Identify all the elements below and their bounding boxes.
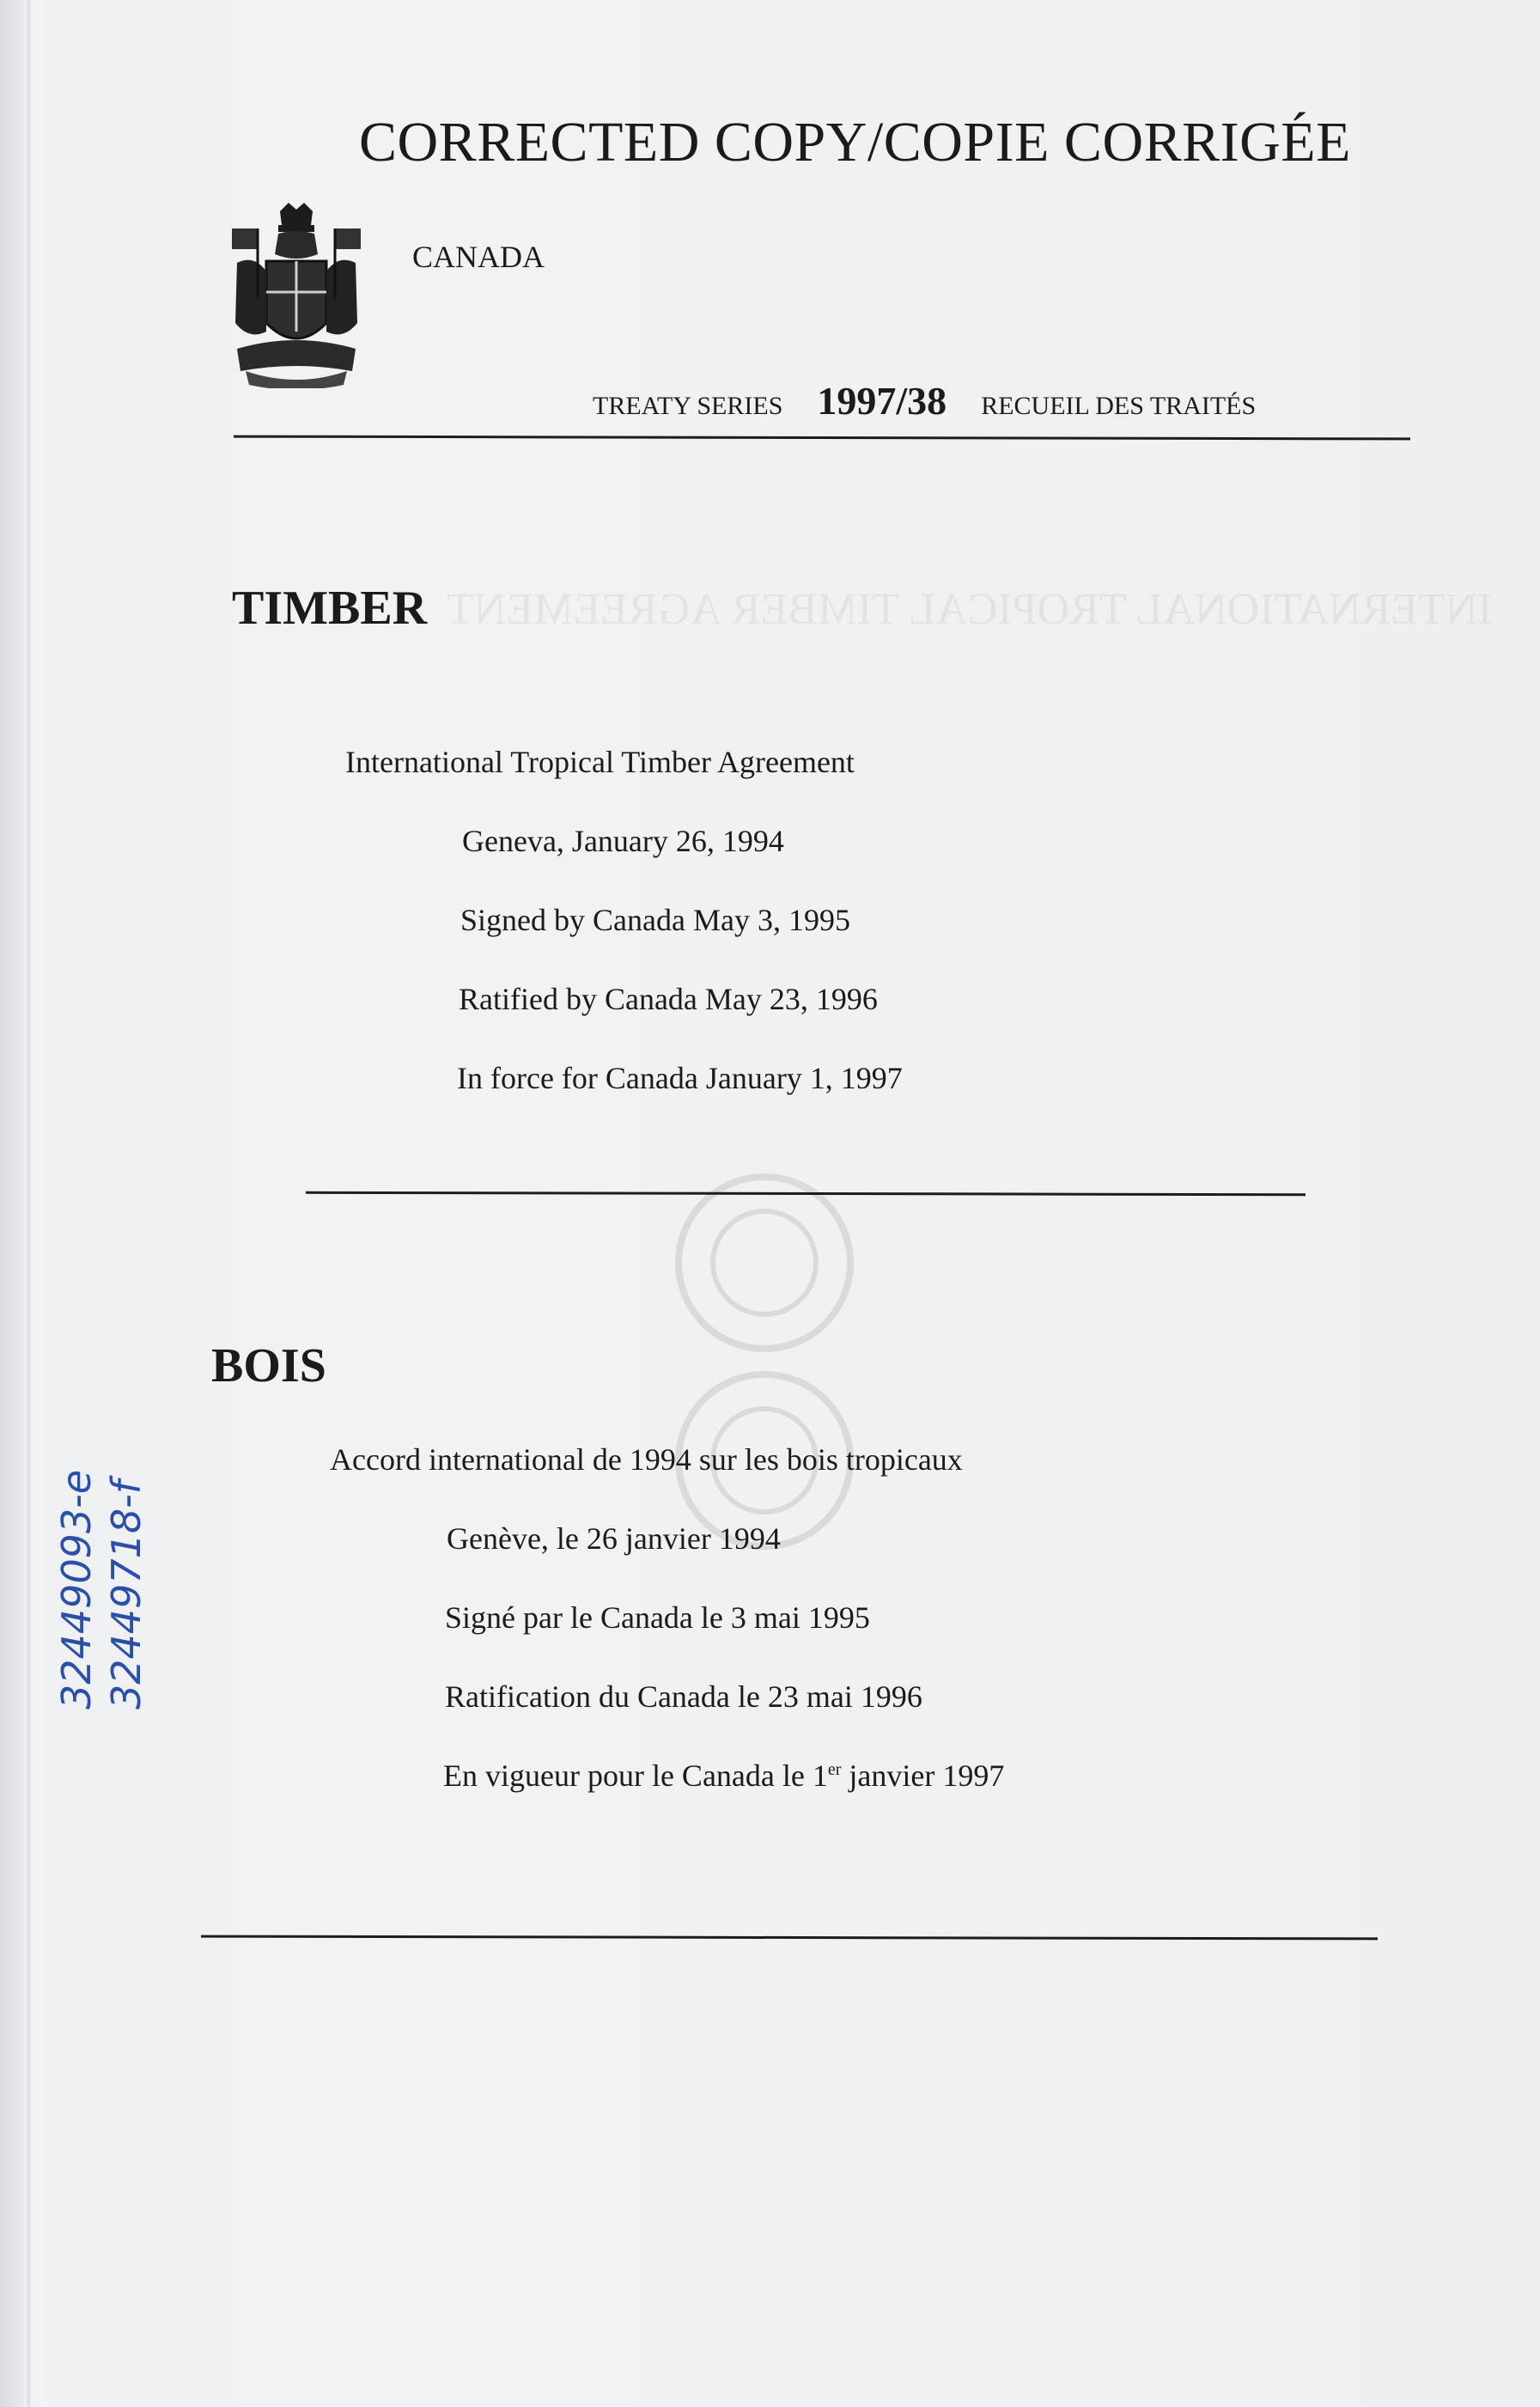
series-label-en: TREATY SERIES — [593, 392, 783, 420]
signed-en: Signed by Canada May 3, 1995 — [460, 903, 850, 937]
binding-edge — [24, 0, 33, 2407]
footer-divider — [201, 1935, 1378, 1941]
in-force-fr-superscript: er — [827, 1760, 842, 1779]
show-through-text: INTERNATIONAL TROPICAL TIMBER AGREEMENT — [447, 585, 1493, 634]
in-force-en: In force for Canada January 1, 1997 — [457, 1061, 903, 1095]
page-title: CORRECTED COPY/COPIE CORRIGÉE — [359, 111, 1351, 174]
agreement-title-en: International Tropical Timber Agreement — [345, 745, 855, 779]
place-date-en: Geneva, January 26, 1994 — [462, 824, 784, 858]
show-through-un-emblem — [653, 1168, 876, 1563]
place-date-fr: Genève, le 26 janvier 1994 — [447, 1521, 781, 1556]
header-divider — [234, 436, 1410, 441]
signed-fr: Signé par le Canada le 3 mai 1995 — [445, 1600, 870, 1635]
coat-of-arms-icon — [228, 203, 364, 388]
series-number: 1997/38 — [817, 379, 947, 423]
in-force-fr-date: janvier 1997 — [841, 1758, 1005, 1793]
agreement-title-fr: Accord international de 1994 sur les bois tropicaux — [330, 1442, 963, 1477]
ratified-en: Ratified by Canada May 23, 1996 — [459, 982, 878, 1016]
treaty-series-line — [593, 378, 1256, 424]
heading-english: TIMBER — [232, 582, 428, 635]
series-label-fr: RECUEIL DES TRAITÉS — [981, 392, 1257, 420]
heading-french: BOIS — [211, 1339, 326, 1392]
country-name: CANADA — [412, 240, 545, 274]
in-force-fr-text: En vigueur pour le Canada le 1 — [443, 1758, 828, 1793]
handwritten-catalog-numbers — [52, 1470, 151, 1709]
catalog-number-fr: 32449718-f — [103, 1480, 149, 1709]
ratified-fr: Ratification du Canada le 23 mai 1996 — [445, 1679, 922, 1714]
in-force-fr — [443, 1758, 1004, 1794]
catalog-number-en: 32449093-e — [53, 1469, 100, 1709]
